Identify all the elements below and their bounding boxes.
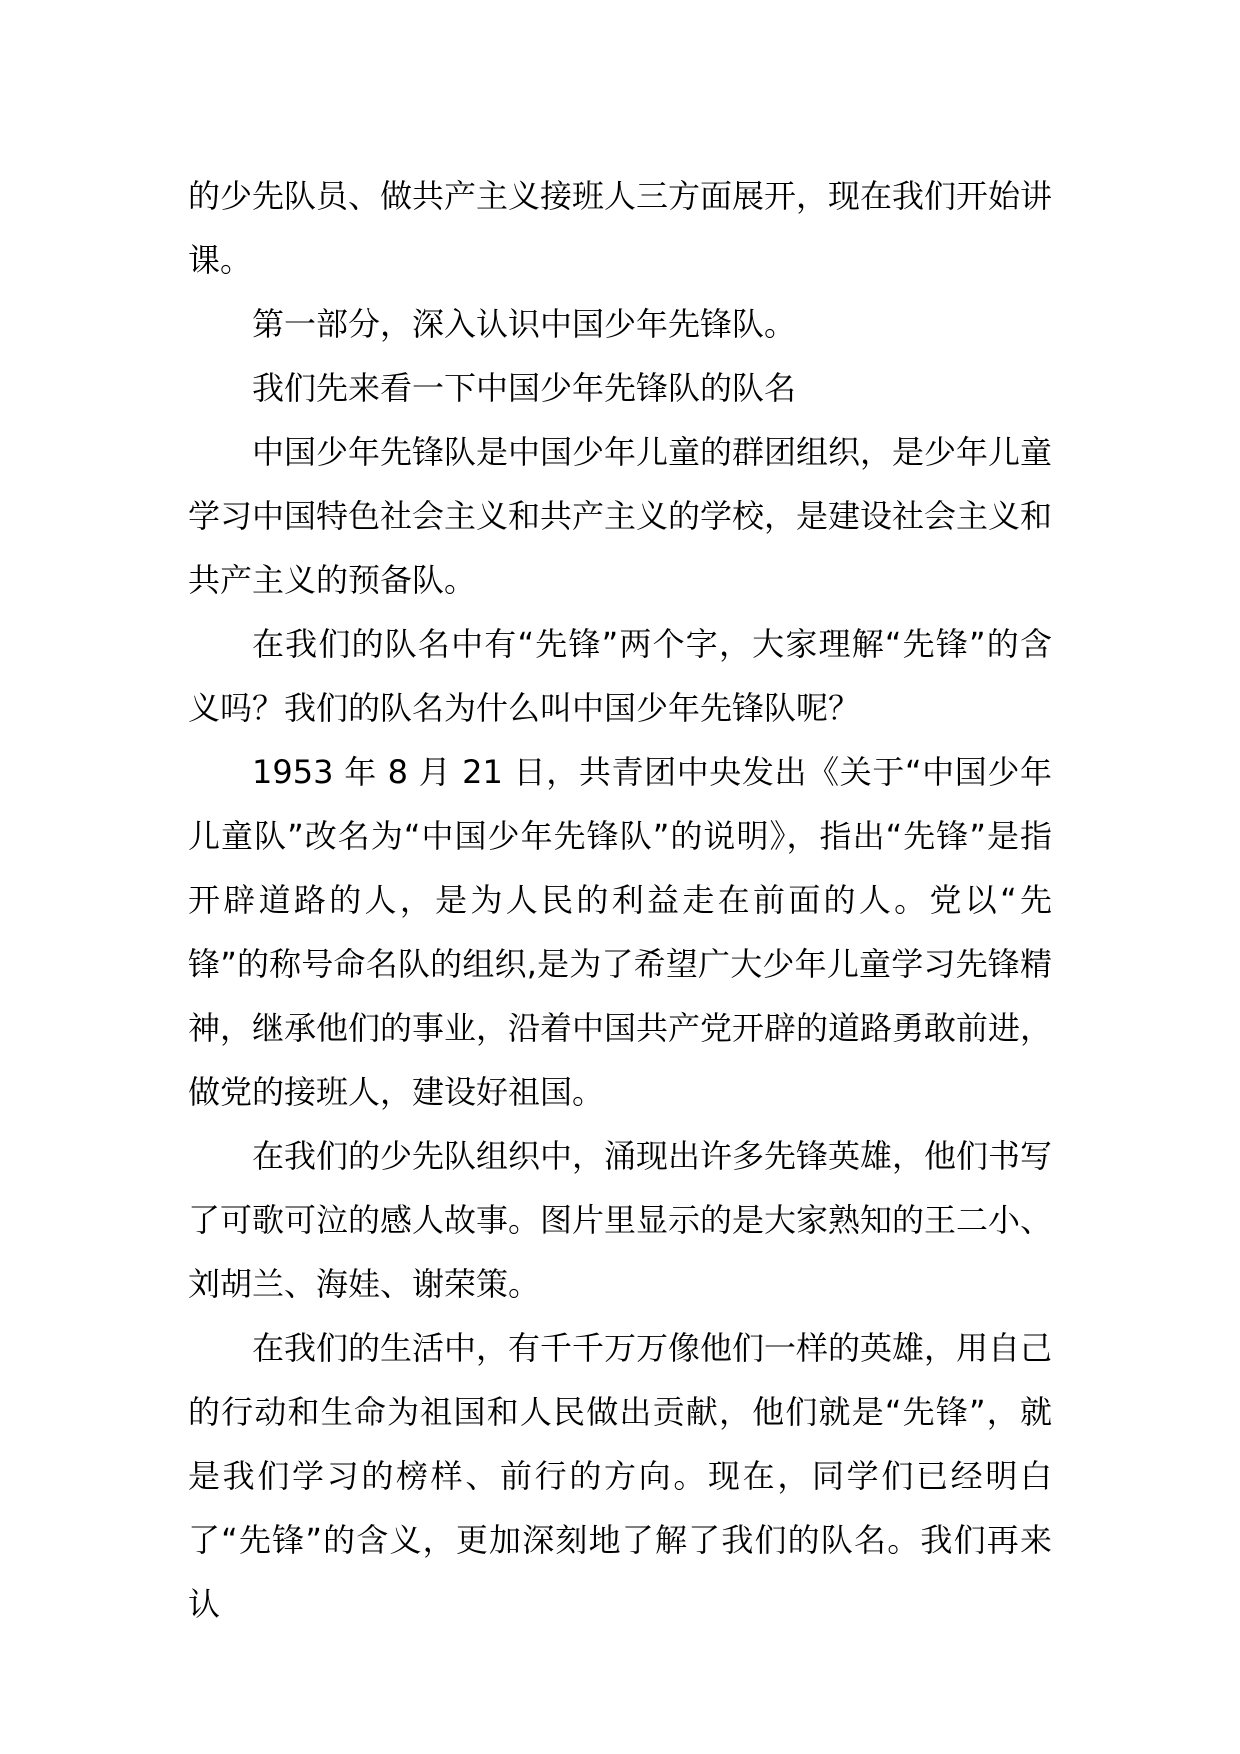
- paragraph-6: 1953 年 8 月 21 日，共青团中央发出《关于“中国少年儿童队”改名为“中国少年先锋队”的说明》，指出“先锋”是指开辟道路的人，是为人民的利益走在前面的人。党以“先锋”的称号命名队的组织,是为了希望广大少年儿童学习先锋精神，继承他们的事业，沿着中国共产党开辟的道路勇敢前进，做党的接班人，建设好祖国。: [188, 753, 1053, 1111]
- paragraph-7: 在我们的少先队组织中，涌现出许多先锋英雄，他们书写了可歌可泣的感人故事。图片里显示的是大家熟知的王二小、刘胡兰、海娃、谢荣策。: [188, 1137, 1053, 1303]
- document-body: [188, 164, 1052, 1636]
- paragraph-3: 我们先来看一下中国少年先锋队的队名: [252, 369, 797, 407]
- paragraph-4: 中国少年先锋队是中国少年儿童的群团组织，是少年儿童学习中国特色社会主义和共产主义的学校，是建设社会主义和共产主义的预备队。: [188, 433, 1053, 599]
- paragraph-2: 第一部分，深入认识中国少年先锋队。: [252, 305, 797, 343]
- paragraph-1: 的少先队员、做共产主义接班人三方面展开，现在我们开始讲课。: [188, 177, 1053, 279]
- paragraph-5: 在我们的队名中有“先锋”两个字，大家理解“先锋”的含义吗？我们的队名为什么叫中国少年先锋队呢？: [188, 625, 1052, 727]
- paragraph-8: 在我们的生活中，有千千万万像他们一样的英雄，用自己的行动和生命为祖国和人民做出贡献，他们就是“先锋”，就是我们学习的榜样、前行的方向。现在，同学们已经明白了“先锋”的含义，更加深刻地了解了我们的队名。我们再来认: [188, 1329, 1053, 1623]
